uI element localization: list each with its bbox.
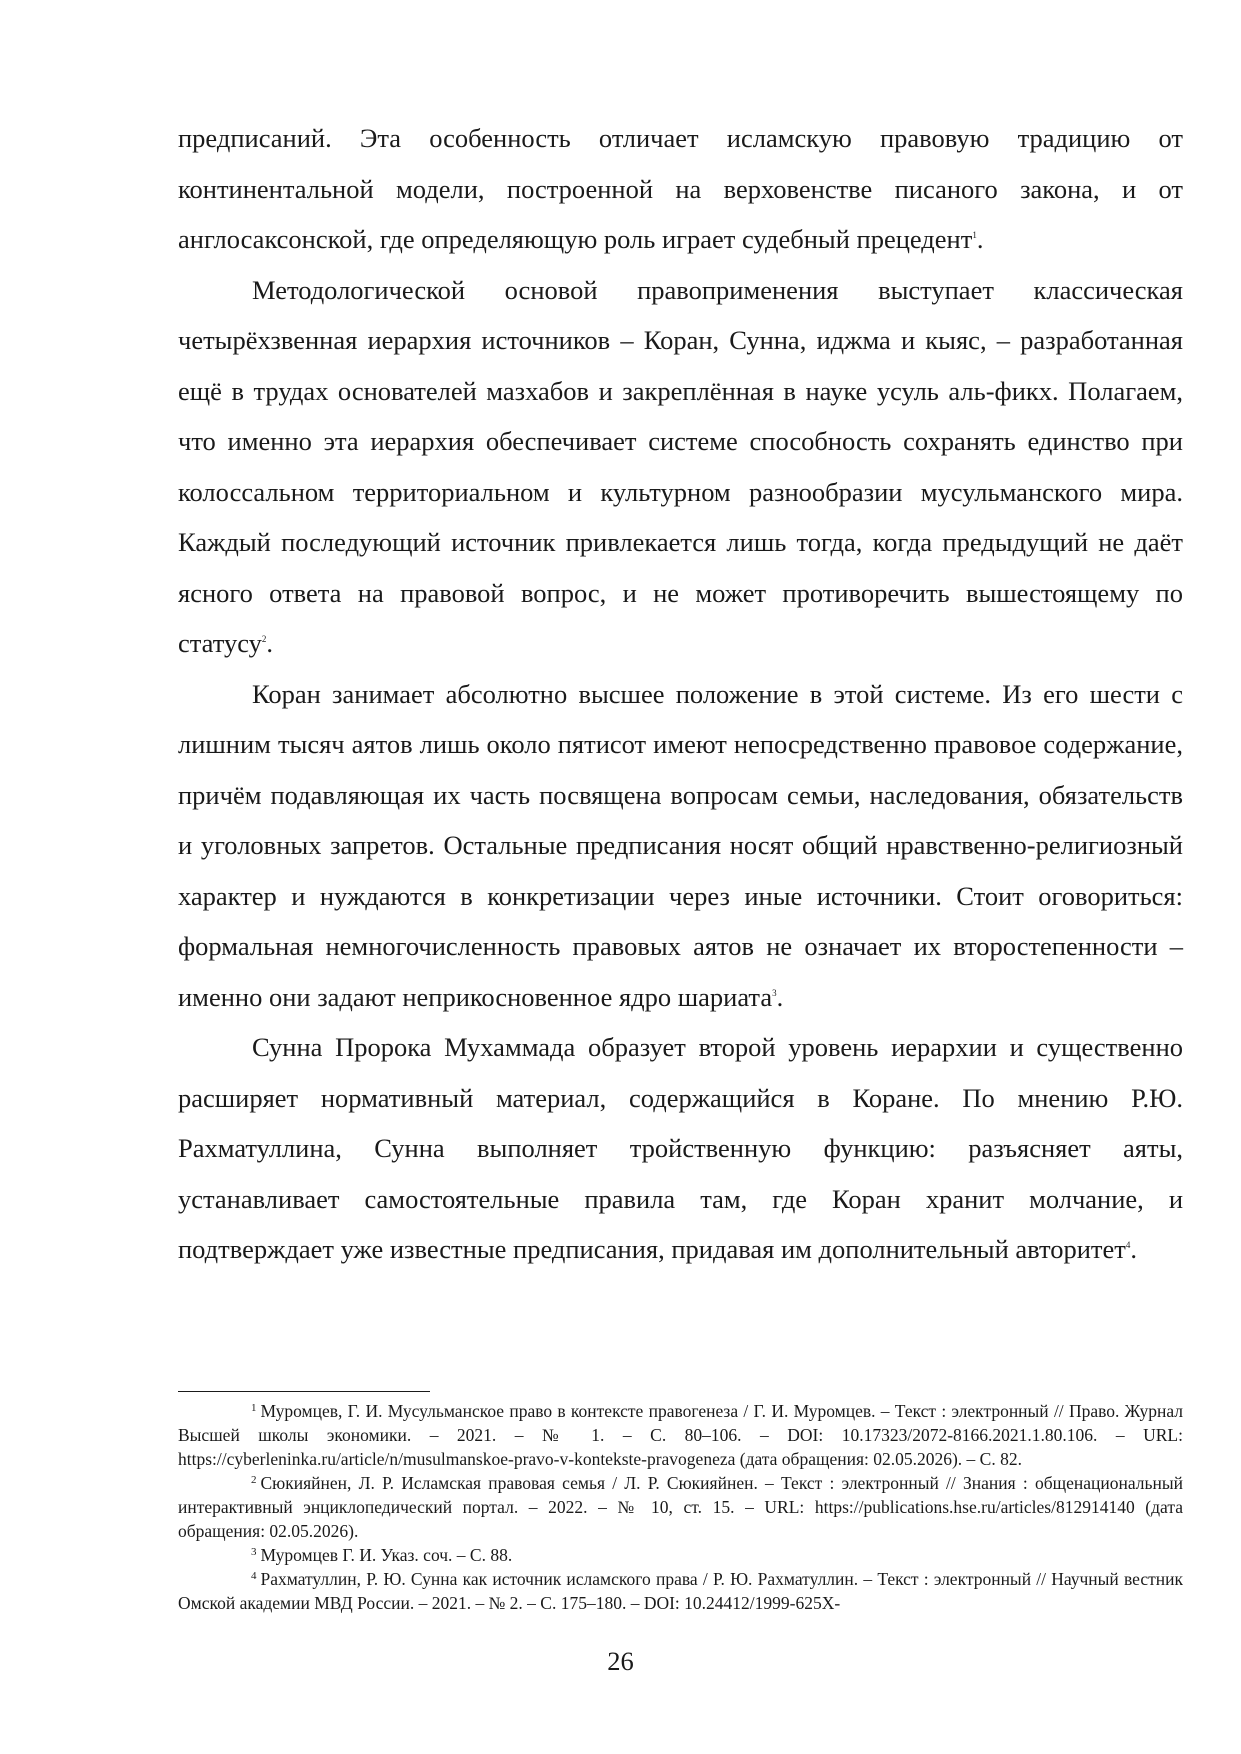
footnote-number: 3 <box>251 1546 257 1558</box>
paragraph: предписаний. Эта особенность отличает исламскую правовую традицию от континентальной модели, построенной на верховенстве писаного закона, и от англосаксонской, где определяющую роль играет судебный прецедент$^1$. <box>178 123 1183 254</box>
paragraph: Методологической основой правоприменения выступает классическая четырёхзвенная иерархия источников – Коран, Сунна, иджма и кыяс, – разработанная ещё в трудах основателей мазхабов и закреплённая в науке усуль аль-фикх. Полагаем, что именно эта иерархия обеспечивает системе способность сохранять единство при колоссальном территориальном и культурном разнообразии мусульманского мира. Каждый последующий источник привлекается лишь тогда, когда предыдущий не даёт ясного ответа на правовой вопрос, и не может противоречить вышестоящему по статусу$^2$. <box>178 274 1183 658</box>
footnote-reference: 4 <box>1125 1240 1131 1250</box>
footnote: $^1$ Муромцев, Г. И. Мусульманское право в контексте правогенеза / Г. И. Муромцев. – Текст : электронный // Право. Журнал Высшей школы экономики. – 2021. – № 1. – С. 80–106. – DOI: 10.17323/2072-8166.2021.1.80.106. – URL: https://cyberleninka.ru/article/n/musulmanskoe-pravo-v-kontekste-pravogeneza (дата обращения: 02.05.2026). – С. 82. <box>178 1401 1183 1469</box>
footnote-number: 1 <box>251 1402 257 1414</box>
footnote-number: 2 <box>251 1474 257 1486</box>
paragraph: Сунна Пророка Мухаммада образует второй уровень иерархии и существенно расширяет нормативный материал, содержащийся в Коране. По мнению Р.Ю. Рахматуллина, Сунна выполняет тройственную функцию: разъясняет аяты, устанавливает самостоятельные правила там, где Коран хранит молчание, и подтверждает уже известные предписания, придавая им дополнительный авторитет$^4$. <box>178 1032 1183 1264</box>
paragraph: Коран занимает абсолютно высшее положение в этой системе. Из его шести с лишним тысяч аятов лишь около пятисот имеют непосредственно правовое содержание, причём подавляющая их часть посвящена вопросам семьи, наследования, обязательств и уголовных запретов. Остальные предписания носят общий нравственно-религиозный характер и нуждаются в конкретизации через иные источники. Стоит оговориться: формальная немногочисленность правовых аятов не означает их второстепенности – именно они задают неприкосновенное ядро шариата$^3$. <box>178 678 1183 1012</box>
footnote-reference: 3 <box>772 987 777 998</box>
page-number: 26 <box>607 1646 634 1676</box>
footnote-number: 4 <box>251 1570 257 1582</box>
footnote-reference: 1 <box>972 230 977 240</box>
footnote: $^3$ Муромцев Г. И. Указ. соч. – С. 88. <box>251 1545 513 1565</box>
footnote-reference: 2 <box>261 634 267 644</box>
footnote: $^2$ Сюкияйнен, Л. Р. Исламская правовая семья / Л. Р. Сюкияйнен. – Текст : электронный // Знания : общенациональный интерактивный энциклопедический портал. – 2022. – № 10, ст. 15. – URL: https://publications.hse.ru/articles/812914140 (дата обращения: 02.05.2026). <box>178 1473 1183 1541</box>
footnote-separator <box>178 1391 430 1392</box>
footnotes <box>178 1399 1183 1615</box>
body-text <box>178 113 1183 1275</box>
footnote: $^4$ Рахматуллин, Р. Ю. Сунна как источник исламского права / Р. Ю. Рахматуллин. – Текст : электронный // Научный вестник Омской академии МВД России. – 2021. – № 2. – С. 175–180. – DOI: 10.24412/1999-625X- <box>178 1569 1183 1613</box>
